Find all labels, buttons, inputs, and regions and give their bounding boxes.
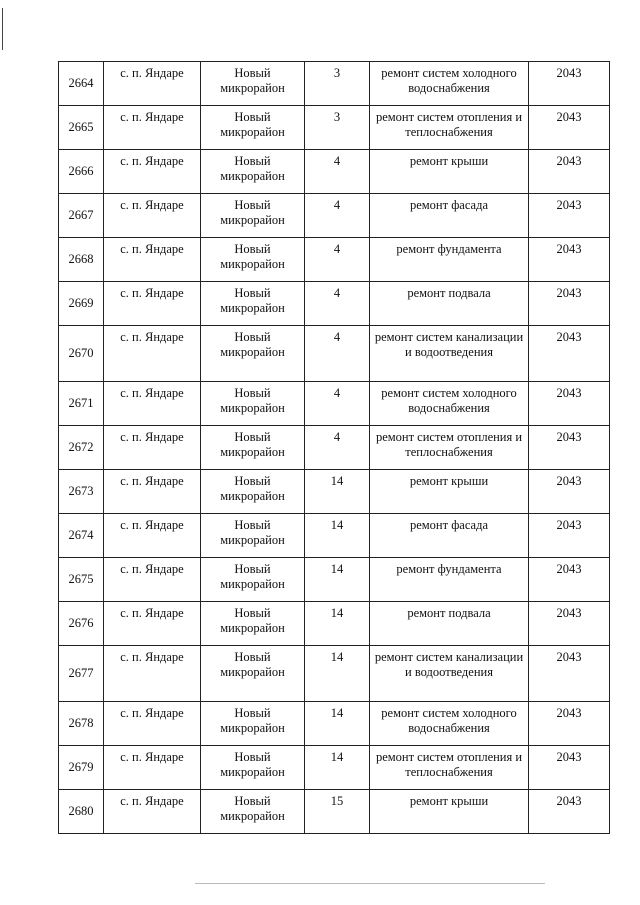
table-row [59, 470, 610, 514]
table-row [59, 106, 610, 150]
table-row [59, 746, 610, 790]
street-cell: Новый микрорайон [201, 702, 305, 746]
settlement-cell: с. п. Яндаре [104, 790, 201, 834]
row-number-cell: 2673 [59, 470, 104, 514]
row-number-cell: 2679 [59, 746, 104, 790]
row-number-cell: 2664 [59, 62, 104, 106]
work-type-cell: ремонт систем канализации и водоотведения [370, 326, 529, 382]
street-cell: Новый микрорайон [201, 514, 305, 558]
table-row [59, 790, 610, 834]
settlement-cell: с. п. Яндаре [104, 282, 201, 326]
table-row [59, 646, 610, 702]
year-cell: 2043 [529, 558, 610, 602]
year-cell: 2043 [529, 150, 610, 194]
work-type-cell: ремонт крыши [370, 470, 529, 514]
row-number-cell: 2678 [59, 702, 104, 746]
street-cell: Новый микрорайон [201, 106, 305, 150]
row-number-cell: 2677 [59, 646, 104, 702]
table-row [59, 426, 610, 470]
street-cell: Новый микрорайон [201, 62, 305, 106]
year-cell: 2043 [529, 238, 610, 282]
year-cell: 2043 [529, 702, 610, 746]
settlement-cell: с. п. Яндаре [104, 326, 201, 382]
year-cell: 2043 [529, 470, 610, 514]
house-number-cell: 14 [305, 558, 370, 602]
year-cell: 2043 [529, 382, 610, 426]
table-row [59, 194, 610, 238]
year-cell: 2043 [529, 514, 610, 558]
document-table-container [58, 61, 610, 834]
work-type-cell: ремонт фундамента [370, 238, 529, 282]
work-type-cell: ремонт систем холодного водоснабжения [370, 382, 529, 426]
house-number-cell: 14 [305, 514, 370, 558]
row-number-cell: 2674 [59, 514, 104, 558]
house-number-cell: 3 [305, 62, 370, 106]
house-number-cell: 14 [305, 746, 370, 790]
street-cell: Новый микрорайон [201, 426, 305, 470]
row-number-cell: 2672 [59, 426, 104, 470]
settlement-cell: с. п. Яндаре [104, 514, 201, 558]
settlement-cell: с. п. Яндаре [104, 646, 201, 702]
work-type-cell: ремонт подвала [370, 282, 529, 326]
street-cell: Новый микрорайон [201, 282, 305, 326]
settlement-cell: с. п. Яндаре [104, 62, 201, 106]
house-number-cell: 4 [305, 194, 370, 238]
year-cell: 2043 [529, 282, 610, 326]
settlement-cell: с. п. Яндаре [104, 602, 201, 646]
street-cell: Новый микрорайон [201, 646, 305, 702]
table-row [59, 238, 610, 282]
row-number-cell: 2671 [59, 382, 104, 426]
year-cell: 2043 [529, 646, 610, 702]
year-cell: 2043 [529, 746, 610, 790]
house-number-cell: 4 [305, 382, 370, 426]
table-row [59, 282, 610, 326]
year-cell: 2043 [529, 602, 610, 646]
year-cell: 2043 [529, 326, 610, 382]
work-type-cell: ремонт фасада [370, 194, 529, 238]
house-number-cell: 4 [305, 282, 370, 326]
work-type-cell: ремонт систем отопления и теплоснабжения [370, 106, 529, 150]
row-number-cell: 2675 [59, 558, 104, 602]
street-cell: Новый микрорайон [201, 150, 305, 194]
table-row [59, 602, 610, 646]
table-row [59, 558, 610, 602]
table-row [59, 702, 610, 746]
table-row [59, 514, 610, 558]
year-cell: 2043 [529, 62, 610, 106]
settlement-cell: с. п. Яндаре [104, 238, 201, 282]
year-cell: 2043 [529, 194, 610, 238]
row-number-cell: 2680 [59, 790, 104, 834]
row-number-cell: 2668 [59, 238, 104, 282]
table-body [59, 62, 610, 834]
house-number-cell: 4 [305, 150, 370, 194]
house-number-cell: 14 [305, 470, 370, 514]
work-type-cell: ремонт крыши [370, 150, 529, 194]
row-number-cell: 2666 [59, 150, 104, 194]
work-type-cell: ремонт систем отопления и теплоснабжения [370, 426, 529, 470]
table-row [59, 150, 610, 194]
year-cell: 2043 [529, 106, 610, 150]
house-number-cell: 14 [305, 646, 370, 702]
street-cell: Новый микрорайон [201, 194, 305, 238]
table-row [59, 382, 610, 426]
table-row [59, 326, 610, 382]
scan-edge-mark [2, 8, 3, 50]
house-number-cell: 15 [305, 790, 370, 834]
work-type-cell: ремонт фасада [370, 514, 529, 558]
settlement-cell: с. п. Яндаре [104, 382, 201, 426]
street-cell: Новый микрорайон [201, 326, 305, 382]
row-number-cell: 2676 [59, 602, 104, 646]
settlement-cell: с. п. Яндаре [104, 470, 201, 514]
house-number-cell: 4 [305, 426, 370, 470]
row-number-cell: 2665 [59, 106, 104, 150]
work-type-cell: ремонт крыши [370, 790, 529, 834]
settlement-cell: с. п. Яндаре [104, 150, 201, 194]
street-cell: Новый микрорайон [201, 558, 305, 602]
work-type-cell: ремонт фундамента [370, 558, 529, 602]
street-cell: Новый микрорайон [201, 602, 305, 646]
table-row [59, 62, 610, 106]
row-number-cell: 2669 [59, 282, 104, 326]
street-cell: Новый микрорайон [201, 238, 305, 282]
street-cell: Новый микрорайон [201, 746, 305, 790]
work-type-cell: ремонт подвала [370, 602, 529, 646]
work-type-cell: ремонт систем канализации и водоотведения [370, 646, 529, 702]
house-number-cell: 4 [305, 326, 370, 382]
work-type-cell: ремонт систем отопления и теплоснабжения [370, 746, 529, 790]
work-type-cell: ремонт систем холодного водоснабжения [370, 702, 529, 746]
row-number-cell: 2667 [59, 194, 104, 238]
street-cell: Новый микрорайон [201, 790, 305, 834]
house-number-cell: 3 [305, 106, 370, 150]
street-cell: Новый микрорайон [201, 470, 305, 514]
settlement-cell: с. п. Яндаре [104, 426, 201, 470]
settlement-cell: с. п. Яндаре [104, 194, 201, 238]
settlement-cell: с. п. Яндаре [104, 746, 201, 790]
bottom-rule [195, 883, 545, 884]
house-number-cell: 4 [305, 238, 370, 282]
row-number-cell: 2670 [59, 326, 104, 382]
settlement-cell: с. п. Яндаре [104, 106, 201, 150]
year-cell: 2043 [529, 426, 610, 470]
repair-schedule-table [58, 61, 610, 834]
year-cell: 2043 [529, 790, 610, 834]
street-cell: Новый микрорайон [201, 382, 305, 426]
settlement-cell: с. п. Яндаре [104, 702, 201, 746]
settlement-cell: с. п. Яндаре [104, 558, 201, 602]
house-number-cell: 14 [305, 702, 370, 746]
house-number-cell: 14 [305, 602, 370, 646]
work-type-cell: ремонт систем холодного водоснабжения [370, 62, 529, 106]
